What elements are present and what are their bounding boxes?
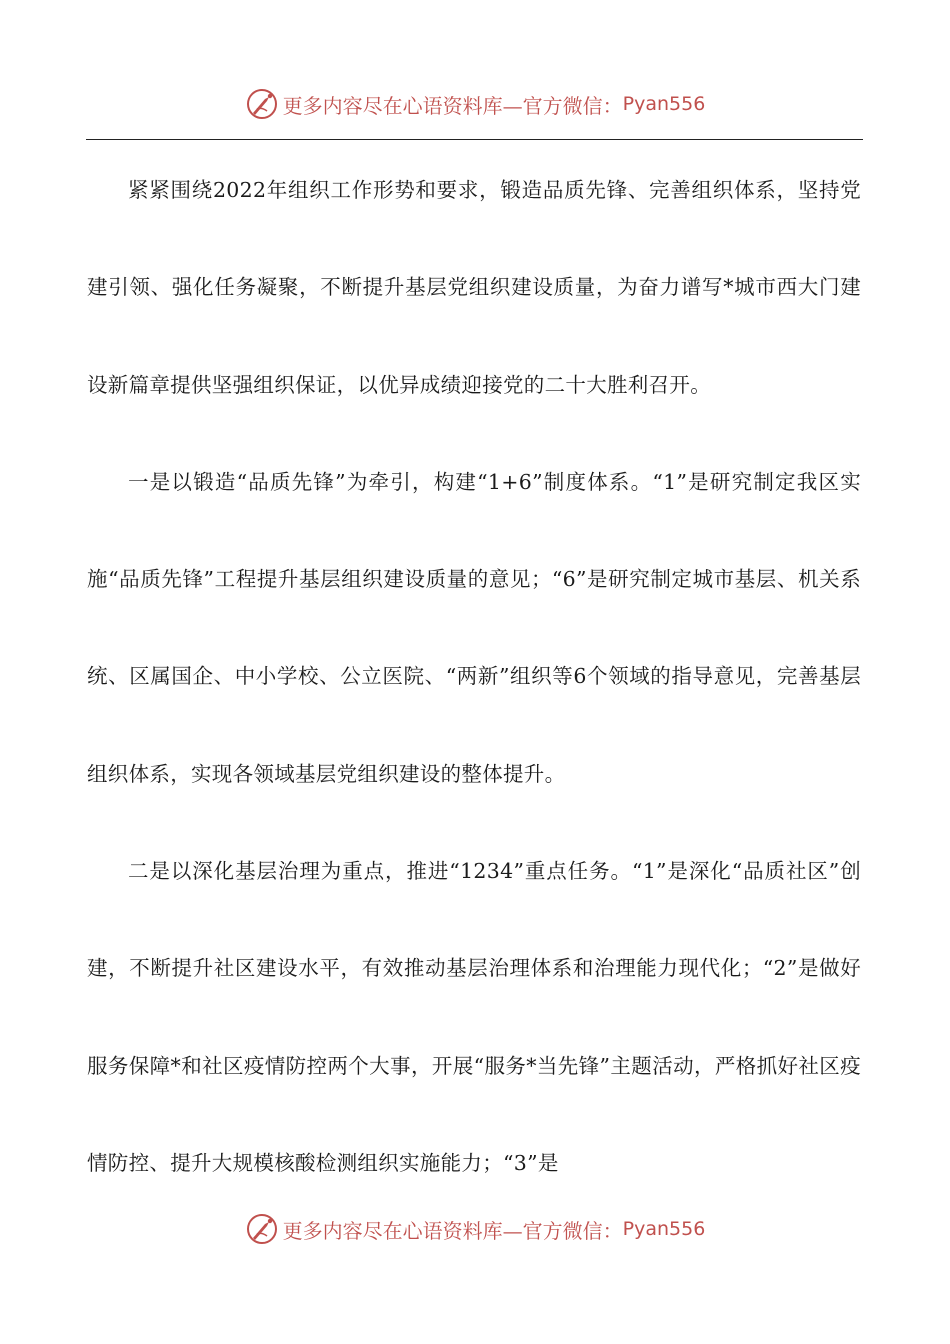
header-wechat-id: Pyan556: [622, 93, 706, 115]
paragraph-point-one: 一是以锻造“品质先锋”为牵引，构建“1+6”制度体系。“1”是研究制定我区实施“品质先锋”工程提升基层组织建设质量的意见；“6”是研究制定城市基层、机关系统、区属国企、中小学校、公立医院、“两新”组织等6个领域的指导意见，完善基层组织体系，实现各领域基层党组织建设的整体提升。: [87, 469, 861, 786]
footer-wechat-id: Pyan556: [622, 1218, 706, 1240]
paragraph-point-two: 二是以深化基层治理为重点，推进“1234”重点任务。“1”是深化“品质社区”创建，不断提升社区建设水平，有效推动基层治理体系和治理能力现代化；“2”是做好服务保障*和社区疫情防控两个大事，开展“服务*当先锋”主题活动，严格抓好社区疫情防控、提升大规模核酸检测组织实施能力；“3”是: [87, 859, 861, 1175]
paragraph-intro: 紧紧围绕2022年组织工作形势和要求，锻造品质先锋、完善组织体系，坚持党建引领、强化任务凝聚，不断提升基层党组织建设质量，为奋力谱写*城市西大门建设新篇章提供坚强组织保证，以优异成绩迎接党的二十大胜利召开。: [87, 178, 861, 397]
pen-nib-logo-icon: [245, 1212, 279, 1246]
document-body: [87, 142, 861, 1212]
footer-banner: [0, 1209, 950, 1249]
header-divider: [86, 139, 863, 140]
header-banner-text: 更多内容尽在心语资料库—官方微信：: [282, 93, 623, 118]
pen-nib-logo-icon: [245, 87, 279, 121]
header-banner: [0, 84, 950, 124]
footer-banner-text: 更多内容尽在心语资料库—官方微信：: [282, 1218, 623, 1243]
